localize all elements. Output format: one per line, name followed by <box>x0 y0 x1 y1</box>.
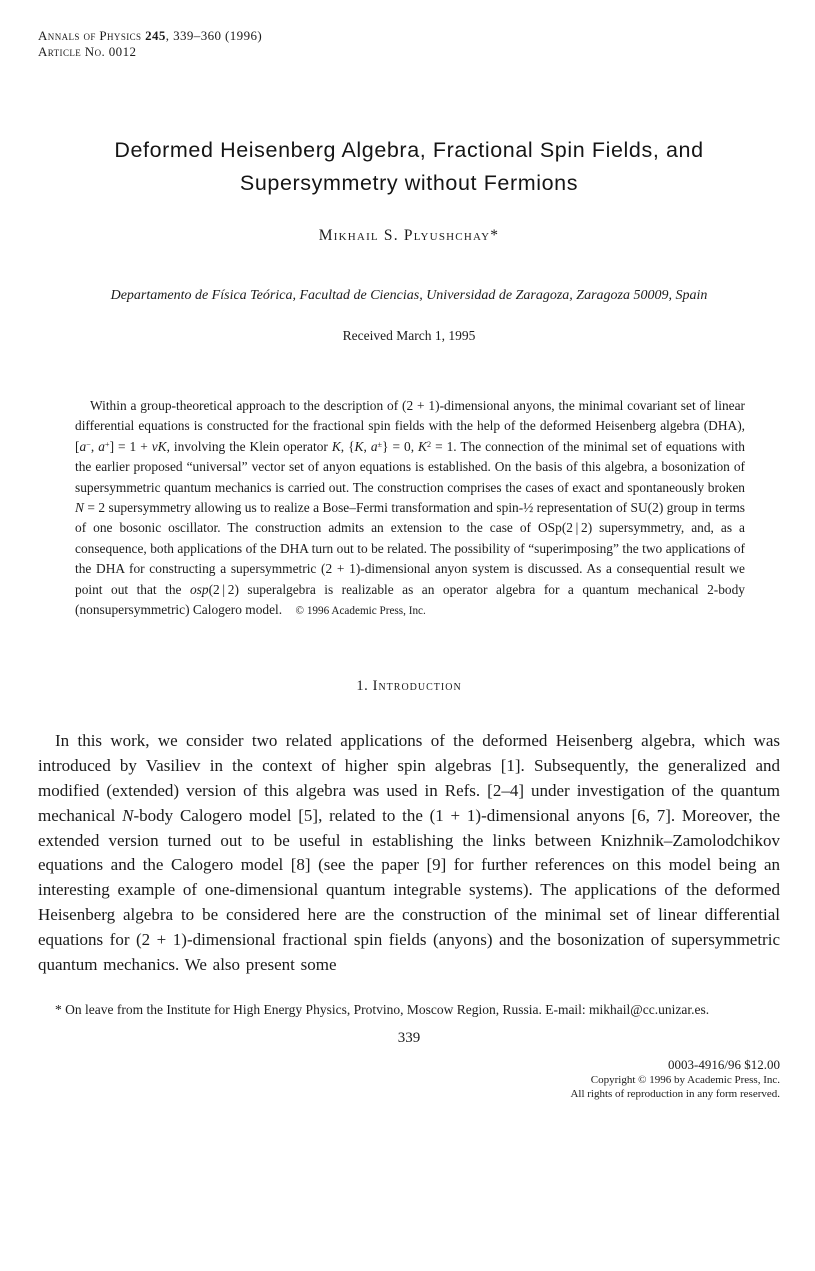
title-line-2: Supersymmetry without Fermions <box>239 171 579 195</box>
footer <box>38 1056 780 1102</box>
abstract-text: Within a group-theoretical approach to the description of (2 + 1)-dimensional anyons, the minimal covariant set of linear differential equations is constructed for the fractional spin fields with the help of the deformed Heisenberg algebra (DHA), [a−, a+] = 1 + νK, involving the Klein operator K, {K, a±} = 0, $K^2 = 1$. The connection of the minimal set of equations with the earlier proposed “universal” vector set of anyon equations is established. On the basis of this algebra, a bosonization of supersymmetric quantum mechanics is carried out. The construction comprises the cases of exact and spontaneously broken N = 2 supersymmetry allowing us to realize a Bose–Fermi transformation and spin-½ representation of SU(2) group in terms of one bosonic oscillator. The construction admits an extension to the case of OSp(2 | 2) supersymmetry, and, as a consequence, both applications of the DHA turn out to be related. The possibility of “superimposing” the two applications of the DHA for constructing a supersymmetric (2 + 1)-dimensional anyon system is discussed. As a consequential result we point out that the osp(2 | 2) superalgebra is realizable as an operator algebra for a quantum mechanical 2-body (nonsupersymmetric) Calogero model. © 1996 Academic Press, Inc. <box>75 398 746 618</box>
section-heading <box>38 677 780 695</box>
journal-pages-year: , 339–360 (1996) <box>165 28 263 43</box>
footer-price-code: 0003-4916/96 $12.00 <box>668 1056 780 1072</box>
section-title: Introduction <box>372 678 462 695</box>
page-number: 339 <box>397 1029 421 1046</box>
journal-volume-line <box>38 28 780 44</box>
affiliation: Departamento de Física Teórica, Facultad de Ciencias, Universidad de Zaragoza, Zaragoza 50009, Spain <box>110 288 708 303</box>
intro-paragraph: In this work, we consider two related applications of the deformed Heisenberg algebra, which was introduced by Vasiliev in the context of higher spin algebras [1]. Subsequently, the generalized and modified (extended) version of this algebra was used in Refs. [2–4] under investigation of the quantum mechanical N-body Calogero model [5], related to the (1 + 1)-dimensional anyons [6, 7]. Moreover, the extended version turned out to be useful in establishing the links between Knizhnik–Zamolodchikov equations and the Calogero model [8] (see the paper [9] for further references on this model being an interesting example of one-dimensional quantum integrable systems). The applications of the deformed Heisenberg algebra to be considered here are the construction of the minimal set of linear differential equations for (2 + 1)-dimensional fractional spin fields (anyons) and the bosonization of supersymmetric quantum mechanics. We also present some <box>38 731 780 974</box>
section-number: 1. <box>356 678 369 695</box>
footer-copyright: Copyright © 1996 by Academic Press, Inc. <box>590 1073 780 1086</box>
journal-volume: 245 <box>145 28 166 43</box>
article-number-line: Article No. 0012 <box>38 44 137 59</box>
footnote: * On leave from the Institute for High Energy Physics, Protvino, Moscow Region, Russia. E-mail: mikhail@cc.unizar.es. <box>55 1002 710 1018</box>
footer-rights: All rights of reproduction in any form reserved. <box>570 1088 780 1101</box>
paper-title <box>38 134 780 200</box>
journal-header <box>38 28 780 60</box>
received-date: Received March 1, 1995 <box>342 328 476 343</box>
title-line-1: Deformed Heisenberg Algebra, Fractional Spin Fields, and <box>114 138 704 162</box>
journal-name: Annals of Physics <box>38 28 142 43</box>
author-name: Mikhail S. Plyushchay* <box>318 227 500 244</box>
